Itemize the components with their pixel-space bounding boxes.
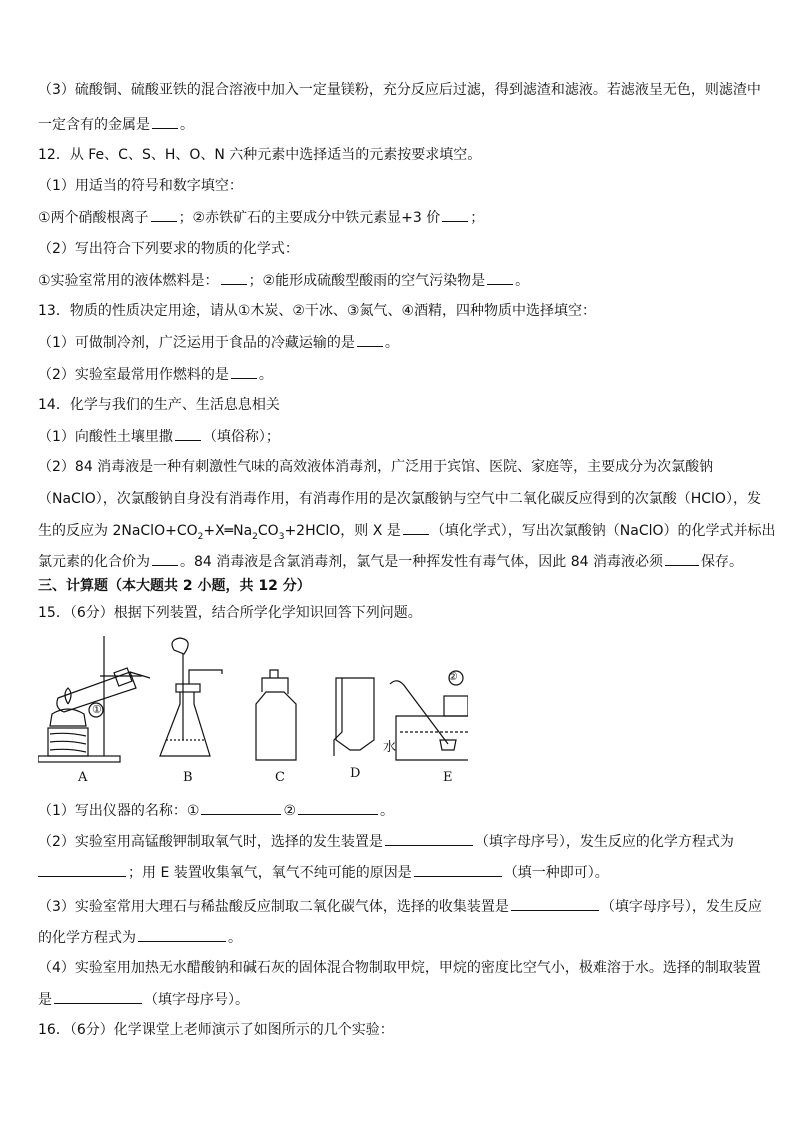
text: （填化学式），写出次氯酸钠（NaClO）的化学式并标出: [430, 523, 776, 539]
apparatus-e: [390, 671, 468, 760]
answer-blank: [138, 927, 226, 942]
answer-blank: [54, 989, 142, 1004]
q15-2-line2: [38, 862, 760, 883]
apparatus-b: [160, 638, 222, 756]
q13-title: 13．物质的性质决定用途，请从①木炭、②干冰、③氮气、④酒精，四种物质中选择填空：: [38, 303, 597, 319]
answer-blank: [403, 520, 429, 535]
q15-1: [38, 800, 760, 821]
q13-2: [38, 364, 760, 385]
q16-title: 16．（6分）化学课堂上老师演示了如图所示的几个实验：: [38, 1022, 394, 1038]
figure-label-c: C: [275, 770, 285, 785]
text: 生的反应为 2NaClO+CO: [38, 523, 198, 539]
apparatus-a: [38, 636, 150, 762]
circle-label-2: ②: [448, 670, 458, 683]
text: 。: [384, 335, 399, 351]
answer-blank: [38, 862, 126, 877]
answer-blank: [357, 332, 383, 347]
answer-blank: [511, 896, 599, 911]
subscript: 2: [252, 531, 258, 542]
q12-1a: [38, 207, 760, 228]
q12-1: （1）用适当的符号和数字填空：: [38, 178, 243, 194]
figure-label-b: B: [183, 770, 193, 785]
q15-2-line1: [38, 831, 760, 852]
answer-blank: [442, 207, 468, 222]
text: 。: [515, 273, 530, 289]
text: （填一种即可）。: [503, 865, 609, 881]
q14-2-line2: （NaClO），次氯酸钠自身没有消毒作用，有消毒作用的是次氯酸钠与空气中二氧化碳反应得到的次氯酸（HClO），发: [38, 491, 761, 507]
text: （1）写出仪器的名称：①: [38, 803, 200, 819]
q15-3-line2: [38, 927, 760, 948]
apparatus-d: [334, 678, 374, 756]
answer-blank: [414, 862, 502, 877]
subscript: 3: [278, 531, 285, 542]
answer-blank: [221, 270, 247, 285]
q12-title: 12．从 Fe、C、S、H、O、N 六种元素中选择适当的元素按要求填空。: [38, 147, 482, 163]
text: ；②赤铁矿石的主要成分中铁元素显+3 价: [178, 210, 441, 226]
apparatus-figure: [38, 632, 468, 792]
apparatus-c: [256, 670, 296, 760]
answer-blank: [231, 364, 257, 379]
text: （1）可做制冷剂，广泛运用于食品的冷藏运输的是: [38, 335, 355, 351]
q11-3-line1: （3）硫酸铜、硫酸亚铁的混合溶液中加入一定量镁粉，充分反应后过滤，得到滤渣和滤液。若滤液呈无色，则滤渣中: [38, 82, 761, 98]
circle-label-1: ①: [92, 703, 102, 716]
text: 。: [380, 803, 395, 819]
q15-3-line1: [38, 896, 760, 917]
q15-4-line1: （4）实验室用加热无水醋酸钠和碱石灰的固体混合物制取甲烷，甲烷的密度比空气小，极难溶于水。选择的制取装置: [38, 960, 761, 976]
answer-blank: [175, 426, 201, 441]
answer-blank: [152, 551, 178, 566]
text: （2）实验室用高锰酸钾制取氧气时，选择的发生装置是: [38, 834, 383, 850]
answer-blank: [201, 800, 281, 815]
q14-2-line4: [38, 551, 760, 572]
text: ①实验室常用的液体燃料是：: [38, 273, 219, 289]
answer-blank: [298, 800, 378, 815]
q15-4-line2: [38, 989, 760, 1010]
answer-blank: [152, 114, 178, 129]
text: （2）实验室最常用作燃料的是: [38, 367, 229, 383]
text: +X═Na: [203, 523, 253, 539]
text: 。84 消毒液是含氯消毒剂，氯气是一种挥发性有毒气体，因此 84 消毒液必须: [180, 554, 663, 570]
text: 氯元素的化合价为: [38, 554, 150, 570]
subscript: 2: [197, 531, 204, 542]
q14-title: 14．化学与我们的生产、生活息息相关: [38, 397, 280, 413]
text: ②: [283, 803, 297, 819]
text: ；②能形成硫酸型酸雨的空气污染物是: [248, 273, 486, 289]
q14-2-line1: （2）84 消毒液是一种有刺激性气味的高效液体消毒剂，广泛用于宾馆、医院、家庭等，主要成分为次氯酸钠: [38, 459, 714, 475]
text: ①两个硝酸根离子: [38, 210, 149, 226]
apparatus-diagram: [38, 632, 468, 792]
text: ；用 E 装置收集氧气，氧气不纯可能的原因是: [128, 865, 412, 881]
text: +2HClO，则 X 是: [284, 523, 401, 539]
answer-blank: [665, 551, 699, 566]
text: 。: [258, 367, 273, 383]
answer-blank: [151, 207, 177, 222]
q14-1: [38, 426, 760, 447]
q11-3-line2: [38, 114, 760, 135]
figure-label-a: A: [78, 770, 88, 785]
answer-blank: [487, 270, 513, 285]
text: CO: [257, 523, 279, 539]
text: 一定含有的金属是: [38, 117, 150, 133]
q13-1: [38, 332, 760, 353]
q12-2a: [38, 270, 760, 291]
answer-blank: [385, 831, 473, 846]
text: 的化学方程式为: [38, 930, 136, 946]
text: （填字母序号），发生反应的化学方程式为: [474, 834, 734, 850]
text: ；: [470, 210, 485, 226]
text: （1）向酸性土壤里撒: [38, 429, 173, 445]
text: （填字母序号）。: [144, 992, 249, 1008]
text: 是: [38, 992, 52, 1008]
figure-label-d: D: [350, 766, 361, 781]
q15-title: 15．（6分）根据下列装置，结合所学化学知识回答下列问题。: [38, 605, 422, 621]
water-label: 水: [383, 740, 397, 755]
text: 。: [180, 117, 194, 133]
figure-label-e: E: [443, 770, 453, 785]
text: （填字母序号），发生反应: [600, 899, 762, 915]
q14-2-line3: [38, 520, 776, 542]
text: 。: [228, 930, 242, 946]
section-heading: 三、计算题（本大题共 2 小题，共 12 分）: [38, 578, 311, 594]
text: （填俗称）；: [202, 429, 280, 445]
q12-2: （2）写出符合下列要求的物质的化学式：: [38, 241, 299, 257]
text: （3）实验室常用大理石与稀盐酸反应制取二氧化碳气体，选择的收集装置是: [38, 899, 509, 915]
text: 保存。: [700, 554, 743, 570]
